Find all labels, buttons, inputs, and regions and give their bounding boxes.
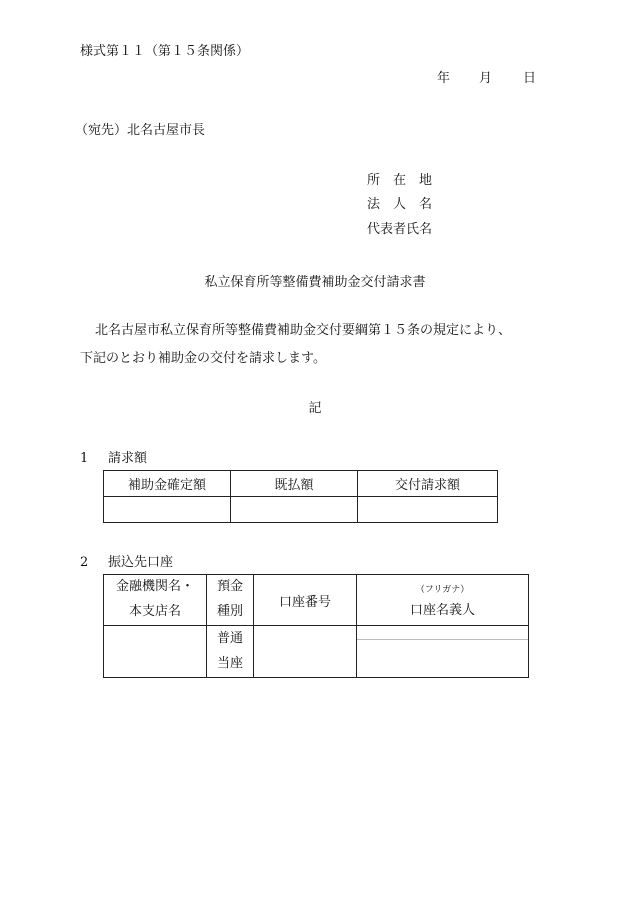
representative-label: 代表者氏名 bbox=[367, 222, 433, 237]
section-2-number: 2 bbox=[80, 555, 89, 570]
table-row bbox=[104, 497, 498, 523]
claim-amount-header: 交付請求額 bbox=[358, 471, 498, 497]
account-type-cell bbox=[207, 626, 254, 678]
furigana-label: （フリガナ） bbox=[415, 585, 470, 595]
confirmed-amount-cell[interactable] bbox=[104, 497, 231, 523]
date-month-label: 月 bbox=[479, 71, 493, 86]
bank-name-header bbox=[104, 575, 207, 626]
corp-name-label: 法 人 名 bbox=[367, 197, 433, 212]
account-holder-label: 口座名義人 bbox=[409, 603, 475, 618]
form-number: 様式第１１（第１５条関係） bbox=[80, 44, 250, 59]
table-row bbox=[104, 471, 498, 497]
date-line bbox=[437, 72, 536, 85]
section-1-heading bbox=[80, 452, 147, 465]
table-row bbox=[104, 626, 529, 678]
ki-marker: 記 bbox=[308, 401, 322, 416]
claim-amount-table bbox=[103, 470, 498, 523]
date-day-label: 日 bbox=[523, 71, 537, 86]
claim-amount-cell[interactable] bbox=[358, 497, 498, 523]
account-holder-furigana-cell[interactable] bbox=[357, 626, 528, 640]
bank-account-table bbox=[103, 574, 529, 678]
account-type-header bbox=[207, 575, 254, 626]
addressee: （宛先）北名古屋市長 bbox=[75, 123, 206, 138]
account-type-checking[interactable]: 当座 bbox=[216, 655, 243, 671]
section-1-number: 1 bbox=[80, 451, 89, 466]
section-2-title: 振込先口座 bbox=[108, 555, 174, 570]
address-label: 所 在 地 bbox=[367, 173, 433, 188]
account-type-header-line-1: 預金 bbox=[216, 579, 243, 595]
account-type-ordinary[interactable]: 普通 bbox=[216, 630, 243, 646]
account-holder-header bbox=[357, 575, 529, 626]
confirmed-amount-header: 補助金確定額 bbox=[104, 471, 231, 497]
document-title: 私立保育所等整備費補助金交付請求書 bbox=[204, 275, 426, 290]
account-number-cell[interactable] bbox=[254, 626, 357, 678]
bank-name-header-line-1: 金融機関名・ bbox=[115, 579, 194, 595]
account-holder-cell bbox=[357, 626, 529, 678]
account-number-header: 口座番号 bbox=[254, 575, 357, 626]
paid-amount-cell[interactable] bbox=[231, 497, 358, 523]
date-year-label: 年 bbox=[437, 71, 451, 86]
account-type-header-line-2: 種別 bbox=[216, 604, 243, 619]
section-1-title: 請求額 bbox=[108, 451, 148, 466]
table-row bbox=[104, 575, 529, 626]
paid-amount-header: 既払額 bbox=[231, 471, 358, 497]
body-text-line-2: 下記のとおり補助金の交付を請求します。 bbox=[80, 351, 326, 366]
bank-name-header-line-2: 本支店名 bbox=[128, 604, 181, 619]
bank-name-cell[interactable] bbox=[104, 626, 207, 678]
section-2-heading bbox=[80, 556, 173, 569]
body-text-line-1: 北名古屋市私立保育所等整備費補助金交付要綱第１５条の規定により、 bbox=[95, 323, 512, 338]
account-holder-name-cell[interactable] bbox=[357, 640, 528, 677]
